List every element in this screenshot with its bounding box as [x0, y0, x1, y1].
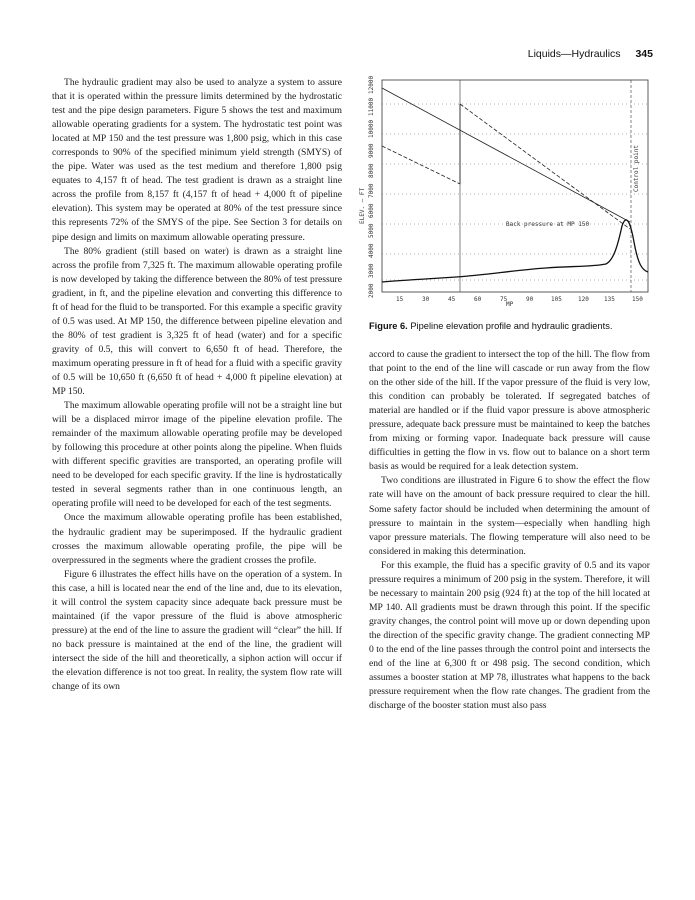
y-tick-label: 5000 [368, 223, 375, 238]
x-tick-label: 90 [526, 296, 534, 303]
running-header [528, 48, 653, 60]
caption-label: Figure 6. [369, 321, 408, 331]
x-tick-label: 75 [500, 296, 508, 303]
paragraph: The maximum allowable operating profile will not be a straight line but will be a displaced mirror image of the pipeline elevation profile. The remainder of the maximum allowable operating profile may be developed by following this procedure at other points along the pipeline. When fluids with different specific gravities are transported, an operating profile will need to be developed for each specific gravity. If the line is hydrostatically tested in several segments rather than in one continuous length, an operating profile will need to be developed for each of the test segments. [52, 400, 342, 510]
x-tick-label: 150 [632, 296, 643, 303]
y-tick-label: 10000 [368, 119, 375, 138]
paragraph: The hydraulic gradient may also be used to analyze a system to assure that it is operated within the pressure limits determined by the hydrostatic test and the pipe design parameters. Figure 5 shows the test and maximum allowable operating gradients for a system. The hydrostatic test point was located at MP 150 and the test pressure was 1,800 psig, which in this case corresponds to 90% of the specified minimum yield strength (SMYS) of the pipe. Water was used as the test medium and therefore 1,800 psig equates to 4,157 ft of head. The test gradient is drawn as a straight line across the profile from 8,157 ft (4,157 ft of head + 4,000 ft of pipeline elevation). This system may be operated at 80% of the test pressure since this represents 72% of the SMYS of the pipe. See Section 3 for details on pipe design and limits on maximum allowable operating pressure. [52, 77, 342, 243]
x-tick-labels [396, 296, 643, 303]
page-number: 345 [635, 48, 653, 60]
paragraph: accord to cause the gradient to intersect the top of the hill. The flow from that point to the end of the line will cascade or run away from the flow on the other side of the hill. If the vapor pressure of the fluid is very low, this condition can probably be tolerated. If segregated batches of material are handled or if the fluid vapor pressure is above atmospheric pressure, adequate back pressure must be maintained to keep the batches from mixing or forming vapor. Inadequate back pressure will cause difficulties in getting the flow in vs. flow out to balance on a short term basis as would be required for a leak detection system. [369, 349, 650, 473]
y-tick-label: 12000 [368, 75, 375, 94]
x-tick-label: 15 [396, 296, 404, 303]
control-point-annotation: Control point [633, 145, 640, 192]
y-tick-label: 9000 [368, 143, 375, 158]
paragraph: For this example, the fluid has a specific gravity of 0.5 and its vapor pressure requires a minimum of 200 psig in the system. Therefore, it will be necessary to maintain 200 psig (924 ft) at the top of the hill located at MP 140. All gradients must be drawn through this point. If the specific gravity changes, the control point will move up or down depending upon the direction of the specific gravity change. The gradient connecting MP 0 to the end of the line passes through the control point and intersects the end of the line at 6,300 ft or 498 psig. The second condition, which assumes a booster station at MP 78, illustrates what happens to the back pressure requirement when the flow rate changes. The gradient from the discharge of the booster station must also pass [369, 559, 650, 712]
x-tick-label: 120 [578, 296, 589, 303]
paragraph: Once the maximum allowable operating profile has been established, the hydraulic gradient may be superimposed. If the hydraulic gradient crosses the maximum allowable operating profile, the pipe will be overpressured in the segments where the gradient crosses the profile. [52, 512, 342, 566]
x-axis-label: MP [506, 301, 514, 306]
y-tick-label: 2000 [368, 283, 375, 298]
caption-text: Pipeline elevation profile and hydraulic gradients. [410, 321, 613, 331]
y-tick-label: 7000 [368, 183, 375, 198]
paragraph: Two conditions are illustrated in Figure 6 to show the effect the flow rate will have on the amount of back pressure required to clear the hill. Some safety factor should be included when determining the amount of pressure to maintain in the system—especially when handling high vapor pressure materials. The flowing temperature will also need to be considered in making this determination. [369, 475, 650, 557]
x-tick-label: 105 [551, 296, 562, 303]
y-tick-label: 3000 [368, 263, 375, 278]
elevation-profile-svg [356, 74, 656, 306]
running-title: Liquids—Hydraulics [527, 48, 621, 60]
y-tick-label: 4000 [368, 243, 375, 258]
y-tick-labels [368, 76, 375, 298]
x-tick-label: 45 [448, 296, 456, 303]
paragraph: Figure 6 illustrates the effect hills have on the operation of a system. In this case, a hill is located near the end of the line and, due to its elevation, it will control the system capacity since adequate back pressure must be maintained (if the vapor pressure of the fluid is above atmospheric pressure) at the end of the line to assure the gradient will “clear” the hill. If no back pressure is maintained at the end of the line, the gradient will intersect the side of the hill and theoretically, a siphon action will occur if the elevation difference is not too great. In reality, the system flow rate will change of its own [52, 568, 342, 693]
grid-lines [382, 104, 648, 280]
left-column [52, 76, 342, 694]
paragraph: The 80% gradient (still based on water) is drawn as a straight line across the profile from 7,325 ft. The maximum allowable operating profile is now developed by taking the difference between the 80% of test pressure gradient, in ft, and the pipeline elevation and converting this difference to ft of head for the fluid to be transported. For this example a specific gravity of 0.5 was used. At MP 150, the difference between pipeline elevation and the 80% of test gradient is 3,325 ft of head (water) and for a specific gravity of 0.5, this will convert to 6,650 ft of head. Therefore, the maximum operating pressure in ft of head for a fluid with a specific gravity of 0.5 will be 10,650 ft (6,650 ft of head + 4,000 ft pipeline elevation) at MP 150. [52, 245, 342, 398]
x-tick-label: 30 [422, 296, 430, 303]
figure-6-chart [356, 74, 656, 306]
right-column [369, 348, 650, 713]
y-tick-label: 11000 [368, 97, 375, 116]
elevation-profile-line [382, 220, 648, 282]
gradient-line-3 [460, 104, 630, 229]
y-axis-label: ELEV. – FT [359, 187, 366, 224]
y-tick-label: 8000 [368, 163, 375, 178]
gradient-line-2 [382, 146, 460, 184]
x-tick-label: 135 [604, 296, 615, 303]
x-tick-label: 60 [474, 296, 482, 303]
plot-frame [382, 80, 648, 292]
figure-caption [369, 321, 659, 331]
back-pressure-annotation: Back pressure at MP 150 [506, 221, 590, 228]
y-tick-label: 6000 [368, 203, 375, 218]
